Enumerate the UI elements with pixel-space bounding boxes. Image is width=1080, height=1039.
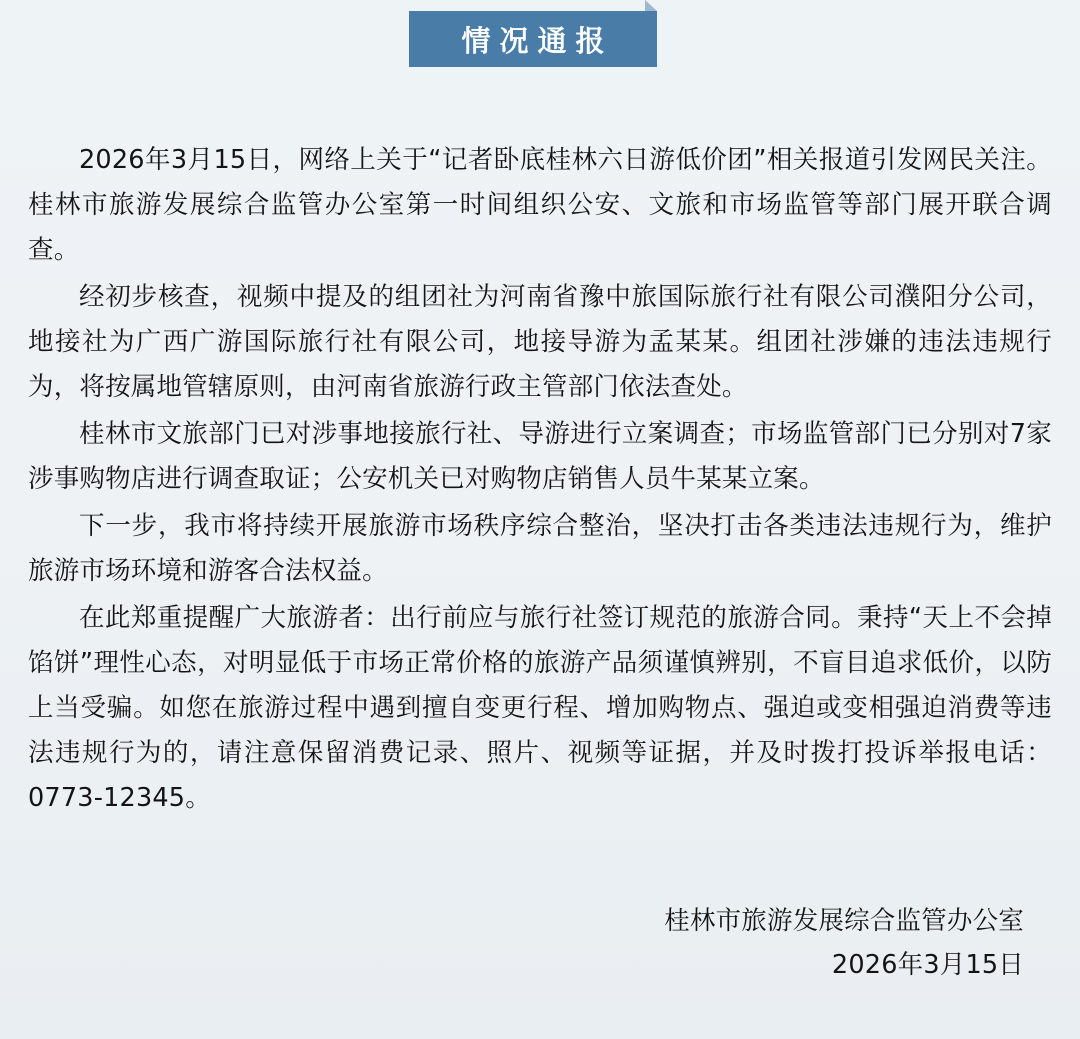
paragraph-2: 经初步核查，视频中提及的组团社为河南省豫中旅国际旅行社有限公司濮阳分公司，地接社为广西广游国际旅行社有限公司，地接导游为孟某某。组团社涉嫌的违法违规行为，将按属地管辖原则，由河南省旅游行政主管部门依法查处。 [28,282,1052,402]
paragraph-4: 下一步，我市将持续开展旅游市场秩序综合整治，坚决打击各类违法违规行为，维护旅游市场环境和游客合法权益。 [28,511,1052,586]
paragraph-1: 2026年3月15日，网络上关于“记者卧底桂林六日游低价团”相关报道引发网民关注。桂林市旅游发展综合监管办公室第一时间组织公安、文旅和市场监管等部门展开联合调查。 [28,145,1052,265]
signature-date: 2026年3月15日 [831,950,1024,980]
signature-organization: 桂林市旅游发展综合监管办公室 [664,906,1024,936]
document-body [0,78,1080,987]
banner-area [0,0,1080,78]
paragraph-3: 桂林市文旅部门已对涉事地接旅行社、导游进行立案调查；市场监管部门已分别对7家涉事购物店进行调查取证；公安机关已对购物店销售人员牛某某立案。 [28,419,1052,494]
paragraph-5: 在此郑重提醒广大旅游者：出行前应与旅行社签订规范的旅游合同。秉持“天上不会掉馅饼”理性心态，对明显低于市场正常价格的旅游产品须谨慎辨别，不盲目追求低价，以防上当受骗。如您在旅游过程中遇到擅自变更行程、增加购物点、强迫或变相强迫消费等违法违规行为的，请注意保留消费记录、照片、视频等证据，并及时拨打投诉举报电话：0773-12345。 [28,603,1052,813]
banner-corner-decoration [645,0,657,11]
banner-title-text: 情况通报 [461,23,614,58]
banner-title-box [409,11,657,67]
signature-block [28,899,1052,987]
